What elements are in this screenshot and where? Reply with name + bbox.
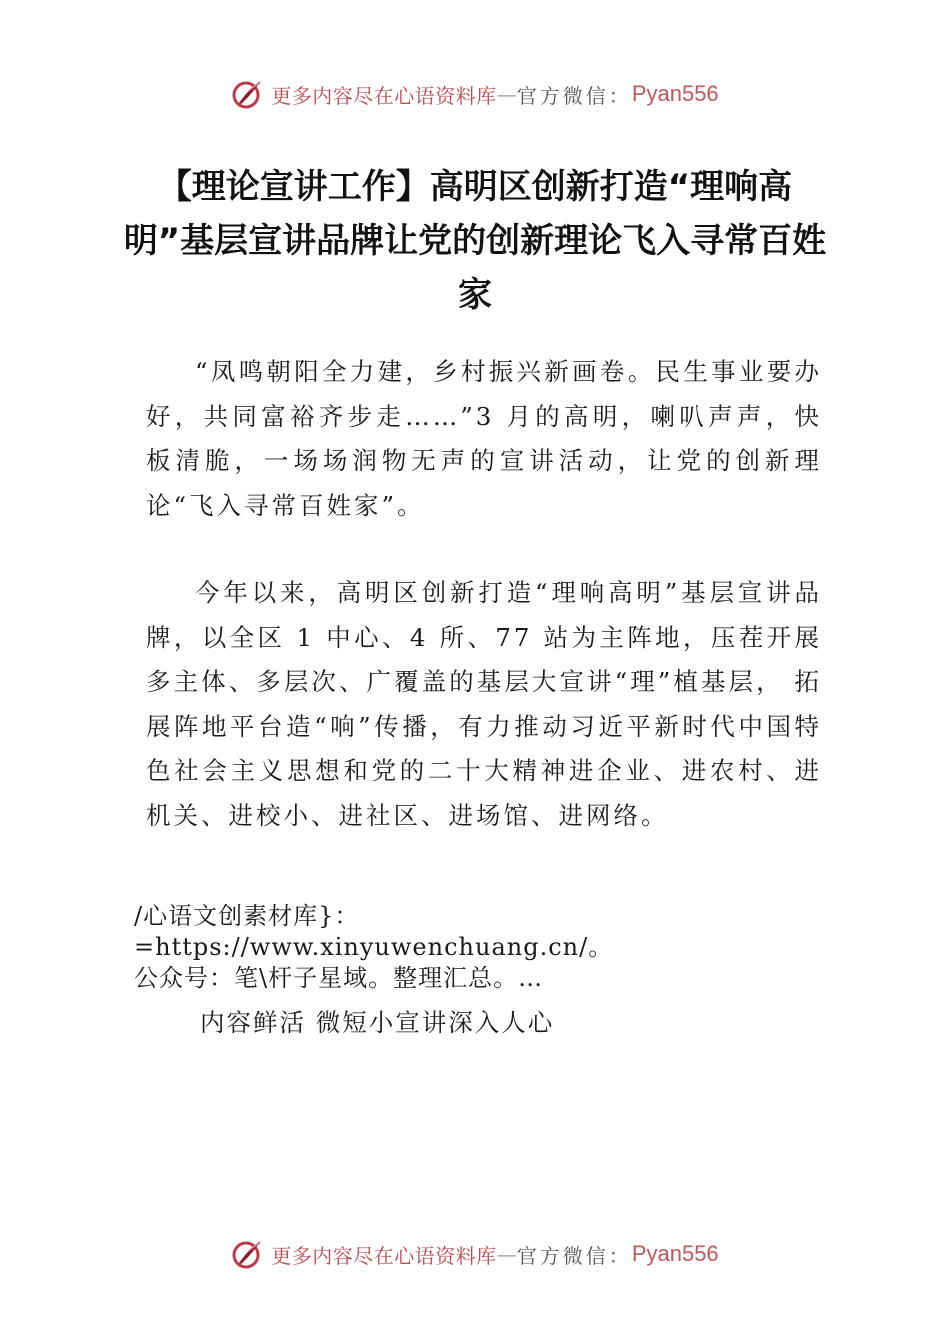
article-paragraph-2: 今年以来，高明区创新打造“理响高明”基层宣讲品牌，以全区 1 中心、4 所、77 站为主阵地，压茬开展多主体、多层次、广覆盖的基层大宣讲“理”植基层， 拓展阵地平台造“响”传播，有力推动习近平新时代中国特色社会主义思想和党的二十大精神进企业、进农村、进机关、进校⼩、进社区、进场馆、进网络。 [146,578,822,830]
red-circle-quill-logo-icon [231,1237,265,1271]
header-watermark-text: 更多内容尽在心语资料库 [271,83,497,108]
footer-watermark-separator: — [496,1242,517,1266]
article-title: 【理论宣讲工作】高明区创新打造“理响高明”基层宣讲品牌让党的创新理论飞入寻常百姓家 [123,167,827,315]
header-wechat-id: Pyan556 [631,81,719,106]
source-note: /心语文创素材库}：=https://www.xinyuwenchuang.cn/。 公众号：笔\杆子星域。整理汇总。… [134,902,614,992]
footer-watermark-banner [0,1232,950,1276]
header-watermark-separator: — [496,82,517,106]
footer-wechat-id: Pyan556 [631,1241,719,1266]
footer-watermark-text: 更多内容尽在心语资料库 [271,1243,497,1268]
red-circle-quill-logo-icon [231,77,265,111]
footer-wechat-label: 官方微信： [516,1243,632,1268]
header-wechat-label: 官方微信： [516,83,632,108]
article-subheading: 内容鲜活 微短小宣讲深入人心 [200,1008,555,1037]
article-paragraph-1: “凤鸣朝阳全力建，乡村振兴新画卷。民生事业要办好，共同富裕齐步走……”3 月的高明，喇叭声声，快板清脆，一场场润物无声的宣讲活动，让党的创新理论“飞入寻常百姓家”。 [146,357,822,520]
header-watermark-banner [0,72,950,116]
